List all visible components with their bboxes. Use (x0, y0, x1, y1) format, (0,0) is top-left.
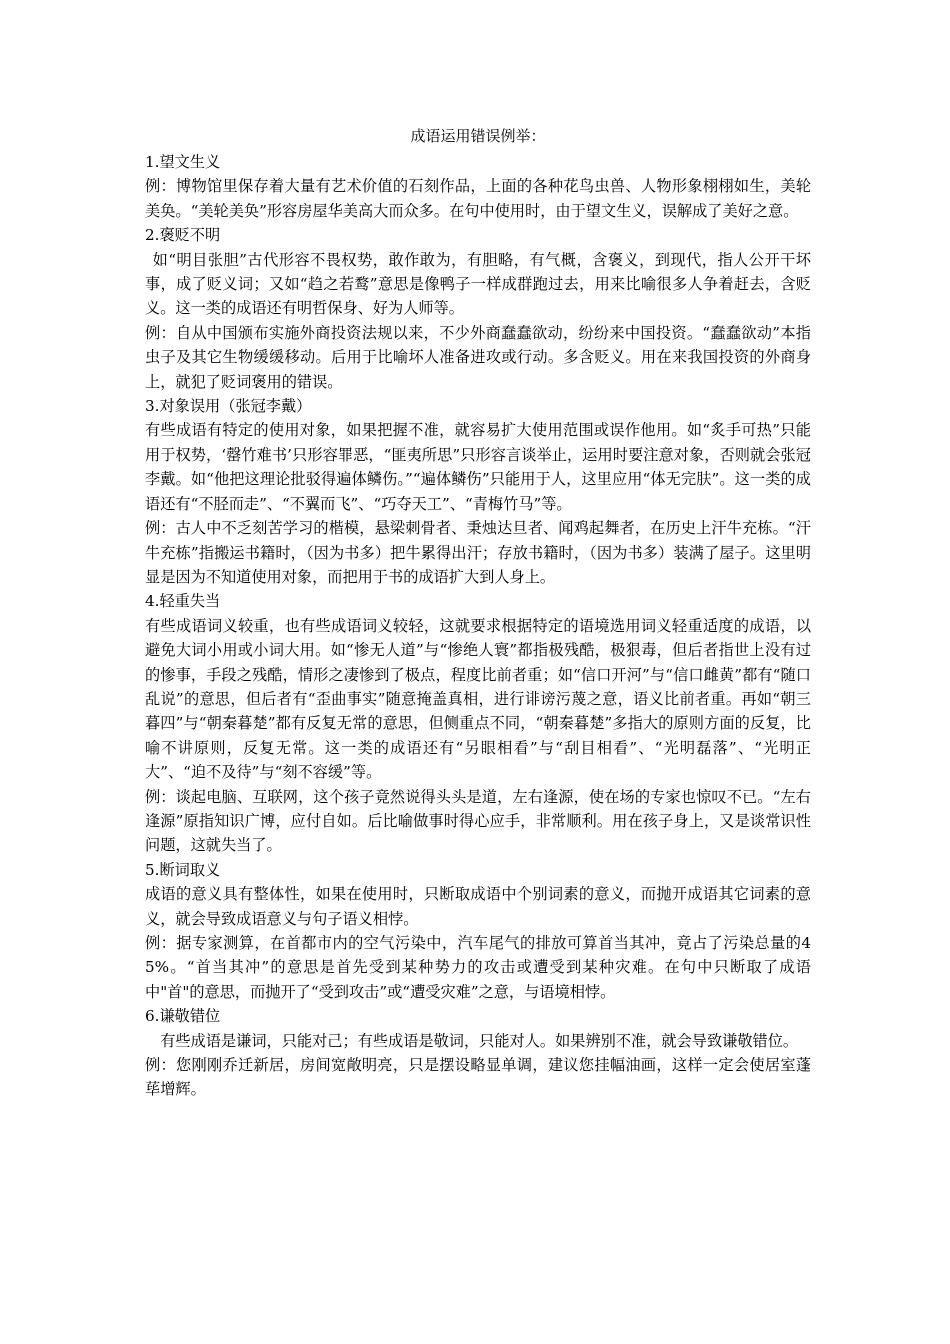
section-1-example: 例：博物馆里保存着大量有艺术价值的石刻作品，上面的各种花鸟虫兽、人物形象栩栩如生，美轮美奂。“美轮美奂”形容房屋华美高大而众多。在句中使用时，由于望文生义，误解成了美好之意。 (145, 177, 811, 220)
section-2-explanation: 如“明目张胆”古代形容不畏权势，敢作敢为，有胆略，有气概，含褒义，到现代，指人公开干坏事，成了贬义词；又如“趋之若鹜”意思是像鸭子一样成群跑过去，用来比喻很多人争着赶去，含贬义。这一类的成语还有明哲保身、好为人师等。 (145, 250, 811, 318)
section-heading-6: 6.谦敬错位 (145, 1007, 221, 1026)
section-4-example: 例：谈起电脑、互联网，这个孩子竟然说得头头是道，左右逢源，使在场的专家也惊叹不已。“左右逢源”原指知识广博，应付自如。后比喻做事时得心应手，非常顺利。用在孩子身上，又是谈常识性问题，这就失当了。 (145, 787, 811, 855)
section-4-explanation: 有些成语词义较重，也有些成语词义较轻，这就要求根据特定的语境选用词义轻重适度的成语，以避免大词小用或小词大用。如“惨无人道”与“惨绝人寰”都指极残酷，极狠毒，但后者指世上没有过的惨事，手段之残酷，情形之凄惨到了极点，程度比前者重；如“信口开河”与“信口雌黄”都有“随口乱说”的意思，但后者有“歪曲事实”随意掩盖真相，进行诽谤污蔑之意，语义比前者重。再如“朝三暮四”与“朝秦暮楚”都有反复无常的意思，但侧重点不同，“朝秦暮楚”多指大的原则方面的反复，比喻不讲原则，反复无常。这一类的成语还有“另眼相看”与“刮目相看”、“光明磊落”、“光明正大”、“迫不及待”与“刻不容缓”等。 (145, 616, 811, 782)
section-3-example: 例：古人中不乏刻苦学习的楷模，悬梁刺骨者、秉烛达旦者、闻鸡起舞者，在历史上汗牛充栋。“汗牛充栋”指搬运书籍时，（因为书多）把牛累得出汗；存放书籍时，（因为书多）装满了屋子。这里明显是因为不知道使用对象，而把用于书的成语扩大到人身上。 (145, 519, 811, 586)
section-heading-4: 4.轻重失当 (145, 592, 221, 611)
section-6-example: 例：您刚刚乔迁新居，房间宽敞明亮，只是摆设略显单调，建议您挂幅油画，这样一定会使居室蓬荜增辉。 (145, 1056, 811, 1099)
section-heading-2: 2.褒贬不明 (145, 226, 221, 245)
section-6-explanation: 有些成语是谦词，只能对己；有些成语是敬词，只能对人。如果辨别不准，就会导致谦敬错位。 (160, 1031, 799, 1050)
document-title: 成语运用错误例举： (410, 127, 546, 145)
section-2-example: 例：自从中国颁布实施外商投资法规以来，不少外商蠢蠢欲动，纷纷来中国投资。“蠢蠢欲动”本指虫子及其它生物缓缓移动。后用于比喻坏人准备进攻或行动。多含贬义。用在来我国投资的外商身上，就犯了贬词褒用的错误。 (145, 323, 811, 391)
section-3-explanation: 有些成语有特定的使用对象，如果把握不准，就容易扩大使用范围或误作他用。如“炙手可热”只能用于权势，‘罄竹难书’只形容罪恶，“匪夷所思”只形容言谈举止，运用时要注意对象，否则就会张冠李戴。如“他把这理论批驳得遍体鳞伤。”“遍体鳞伤”只能用于人，这里应用“体无完肤”。这一类的成语还有“不胫而走”、“不翼而飞”、“巧夺天工”、“青梅竹马”等。 (145, 421, 811, 513)
section-5-explanation: 成语的意义具有整体性，如果在使用时，只断取成语中个别词素的意义，而抛开成语其它词素的意义，就会导致成语意义与句子语义相悖。 (145, 885, 811, 928)
section-heading-1: 1.望文生义 (145, 153, 221, 171)
section-heading-5: 5.断词取义 (145, 860, 221, 879)
section-5-example: 例：据专家测算，在首都市内的空气污染中，汽车尾气的排放可算首当其冲，竟占了污染总量的45%。“首当其冲”的意思是首先受到某种势力的攻击或遭受到某种灾难。在句中只断取了成语中"首"的意思，而抛开了“受到攻击”或“遭受灾难”之意，与语境相悖。 (145, 934, 811, 1001)
section-heading-3: 3.对象误用（张冠李戴） (145, 397, 312, 416)
document-page (145, 124, 811, 1102)
